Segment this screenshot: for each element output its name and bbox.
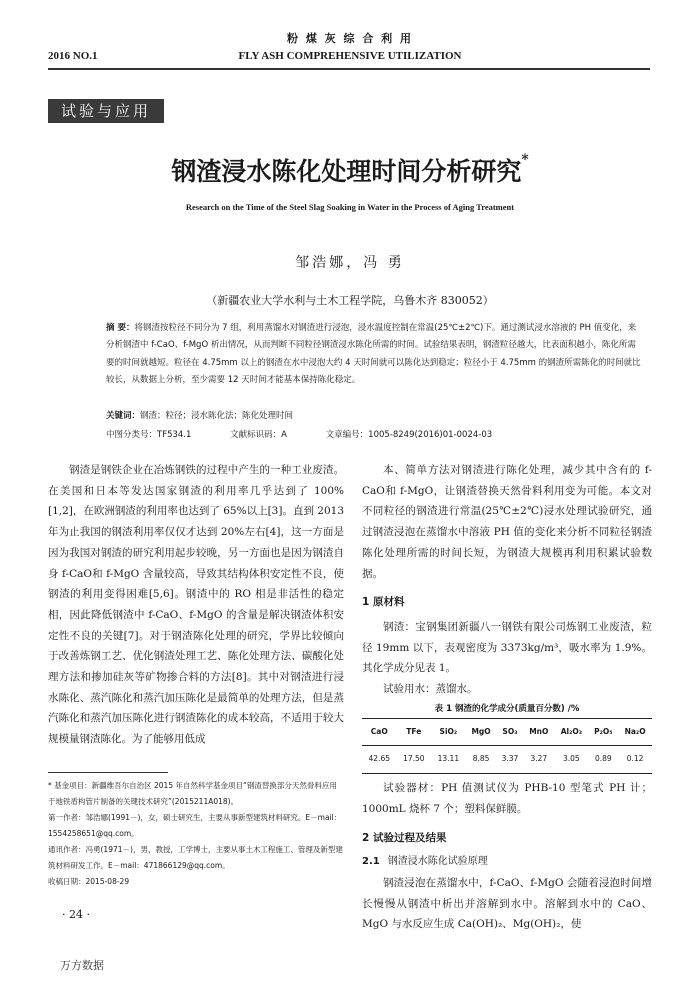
footnote-first-author: 第一作者：邹浩娜(1991－)，女，硕士研究生，主要从事新型建筑材料研究。E－mail：1554258651@qq.com。 [48,813,342,838]
journal-name-en: FLY ASH COMPREHENSIVE UTILIZATION [238,50,462,62]
table-cell: 0.12 [626,754,644,764]
intro-continued: 本、简单方法对钢渣进行陈化处理，减少其中含有的 f-CaO和 f-MgO，让钢渣替换天然骨料利用变为可能。本文对不同粒径的钢渣进行常温(25℃±2℃)浸水处理试验研究，通过钢渣浸泡在蒸馏水中溶液 PH 值的变化来分析不同粒径钢渣陈化处理所需的时间长短，为钢渣大规模再利用积累试验数据。 [362,464,652,580]
footnote-funding: * 基金项目：新疆维吾尔自治区 2015 年自然科学基金项目“钢渣替换部分天然骨料应用于地铁盾构管片制备的关键技术研究”(2015211A018)。 [48,781,337,806]
table-cell: 3.27 [530,754,548,764]
subsection-heading [362,852,652,873]
issue-number: 2016 NO.1 [48,50,98,62]
classification-line [106,428,642,440]
clc-number: 中图分类号：TF534.1 [106,430,192,440]
table-header-cell: MnO [529,726,549,736]
table-cell: 3.05 [563,754,580,764]
keywords-label: 关键词： [106,411,141,421]
header-rule [48,68,650,70]
footnotes [48,778,344,890]
keywords-text: 钢渣；粒径；浸水陈化法；陈化处理时间 [140,411,294,421]
document-code: 文献标识码：A [230,430,287,440]
abstract-label: 摘 要： [106,323,135,333]
composition-table [362,718,652,774]
page-number: · 24 · [62,908,90,921]
table-row [362,746,652,774]
paper-title [0,152,700,188]
footnote-corresponding-author: 通讯作者：冯勇(1971－)，男，教授，工学博士，主要从事土木工程施工、管理及新型建筑材料研发工作。E－mail：471866129@qq.com。 [48,845,343,870]
table-caption: 表 1 钢渣的化学成分(质量百分数) /% [434,703,580,714]
affiliation: （新疆农业大学水利与土木工程学院，乌鲁木齐 830052） [206,294,494,307]
table-cell: 3.37 [501,754,519,764]
table-cell: 42.65 [368,754,391,764]
keywords [106,409,642,421]
table-header-cell: SO₃ [502,726,518,736]
intro-paragraph: 钢渣是钢铁企业在冶炼钢铁的过程中产生的一种工业废渣。在美国和日本等发达国家钢渣的利用率几乎达到了 100%[1,2]，在欧洲钢渣的利用率也达到了 65%以上[3]。直到 2013 年为止我国的钢渣利用率仅仅才达到 20%左右[4]，这一方面是因为我国对钢渣的研究利用起步较晚，另一方面也是因为钢渣自身 f-CaO和 f-MgO 含量较高，导致其结构体积安定性不良，使钢渣的利用变得困难[5,6]。钢渣中的 RO 相是非活性的稳定相，因此降低钢渣中 f-CaO、f-MgO 的含量是解决钢渣体积安定性不良的关键[7]。对于钢渣陈化处理的研究，学界比较倾向于改善炼钢工艺、优化钢渣处理工艺、陈化处理方法、碳酸化处理方法和掺加硅灰等矿物掺合料的方法[8]。其中对钢渣进行浸水陈化、蒸汽陈化和蒸汽加压陈化是最简单的处理方法，但是蒸汽陈化和蒸汽加压陈化进行钢渣陈化的成本较高，不适用于较大规模量钢渣陈化。为了能够用低成 [48,464,344,746]
paper-title-text: 钢渣浸水陈化处理时间分析研究 [171,157,522,186]
table-cell: 0.89 [594,754,612,764]
table-cell: 13.11 [437,754,460,764]
abstract [106,320,642,390]
left-column [48,460,344,750]
water-paragraph: 试验用水：蒸馏水。 [383,683,478,696]
footnote-rule [48,772,168,773]
table-header-cell: TFe [406,726,422,736]
section-heading-materials: 1 原材料 [362,596,405,609]
table-cell: 8.85 [472,754,490,764]
table-header-cell: SiO₂ [439,726,458,736]
table-header-row [362,718,652,746]
table-header-cell: Al₂O₃ [560,726,583,736]
equipment-paragraph: 试验器材：PH 值测试仪为 PHB-10 型笔式 PH 计；1000mL 烧杯 7 个；塑料保鲜膜。 [362,782,652,815]
authors: 邹浩娜，冯 勇 [295,255,405,271]
paper-title-en: Research on the Time of the Steel Slag Soaking in Water in the Process of Aging Treatment [185,202,515,212]
footnote-received-date: 收稿日期：2015-08-29 [48,877,130,886]
table-cell: 17.50 [403,754,425,764]
section-heading-process: 2 试验过程及结果 [362,831,447,844]
abstract-text: 将钢渣按粒径不同分为 7 组，利用蒸馏水对钢渣进行浸泡，浸水温度控制在常温(25℃±2℃)下。通过测试浸水溶液的 PH 值变化，来分析钢渣中 f-CaO、f-MgO 析出情况，从而判断不同粒径钢渣浸水陈化所需的时间。试验结果表明，钢渣粒径越大，比表面积越小，陈化所需要的时间就越短。粒径在 4.75mm 以上的钢渣在水中浸泡大约 4 天时间就可以陈化达到稳定；粒径小于 4.75mm 的钢渣所需陈化的时间就比较长，从数据上分析，至少需要 12 天时间才能基本保持陈化稳定。 [106,323,641,386]
watermark: 万方数据 [60,959,104,972]
right-column [362,460,652,935]
table-header-cell: P₂O₅ [594,726,613,736]
subsection-number: 2.1 [362,856,380,868]
article-number: 文章编号：1005-8249(2016)01-0024-03 [325,430,493,440]
table-header-cell: CaO [370,726,388,736]
section-tag: 试验与应用 [48,99,164,123]
table-header-cell: Na₂O [624,726,646,736]
title-footnote-mark: * [521,152,529,168]
steel-slag-paragraph: 钢渣：宝钢集团新疆八一钢铁有限公司炼钢工业废渣，粒径 19mm 以下，表观密度为 3373kg/m³，吸水率为 1.9%。其化学成分见表 1。 [362,620,652,675]
journal-name-cn: 粉 煤 灰 综 合 利 用 [287,32,413,45]
principle-paragraph: 钢渣浸泡在蒸馏水中，f-CaO、f-MgO 会随着浸泡时间增长慢慢从钢渣中析出并溶解到水中。溶解到水中的 CaO、MgO 与水反应生成 Ca(OH)₂、Mg(OH)₂，使 [362,876,652,931]
subsection-title: 钢渣浸水陈化试验原理 [387,856,488,868]
table-header-cell: MgO [471,726,491,736]
